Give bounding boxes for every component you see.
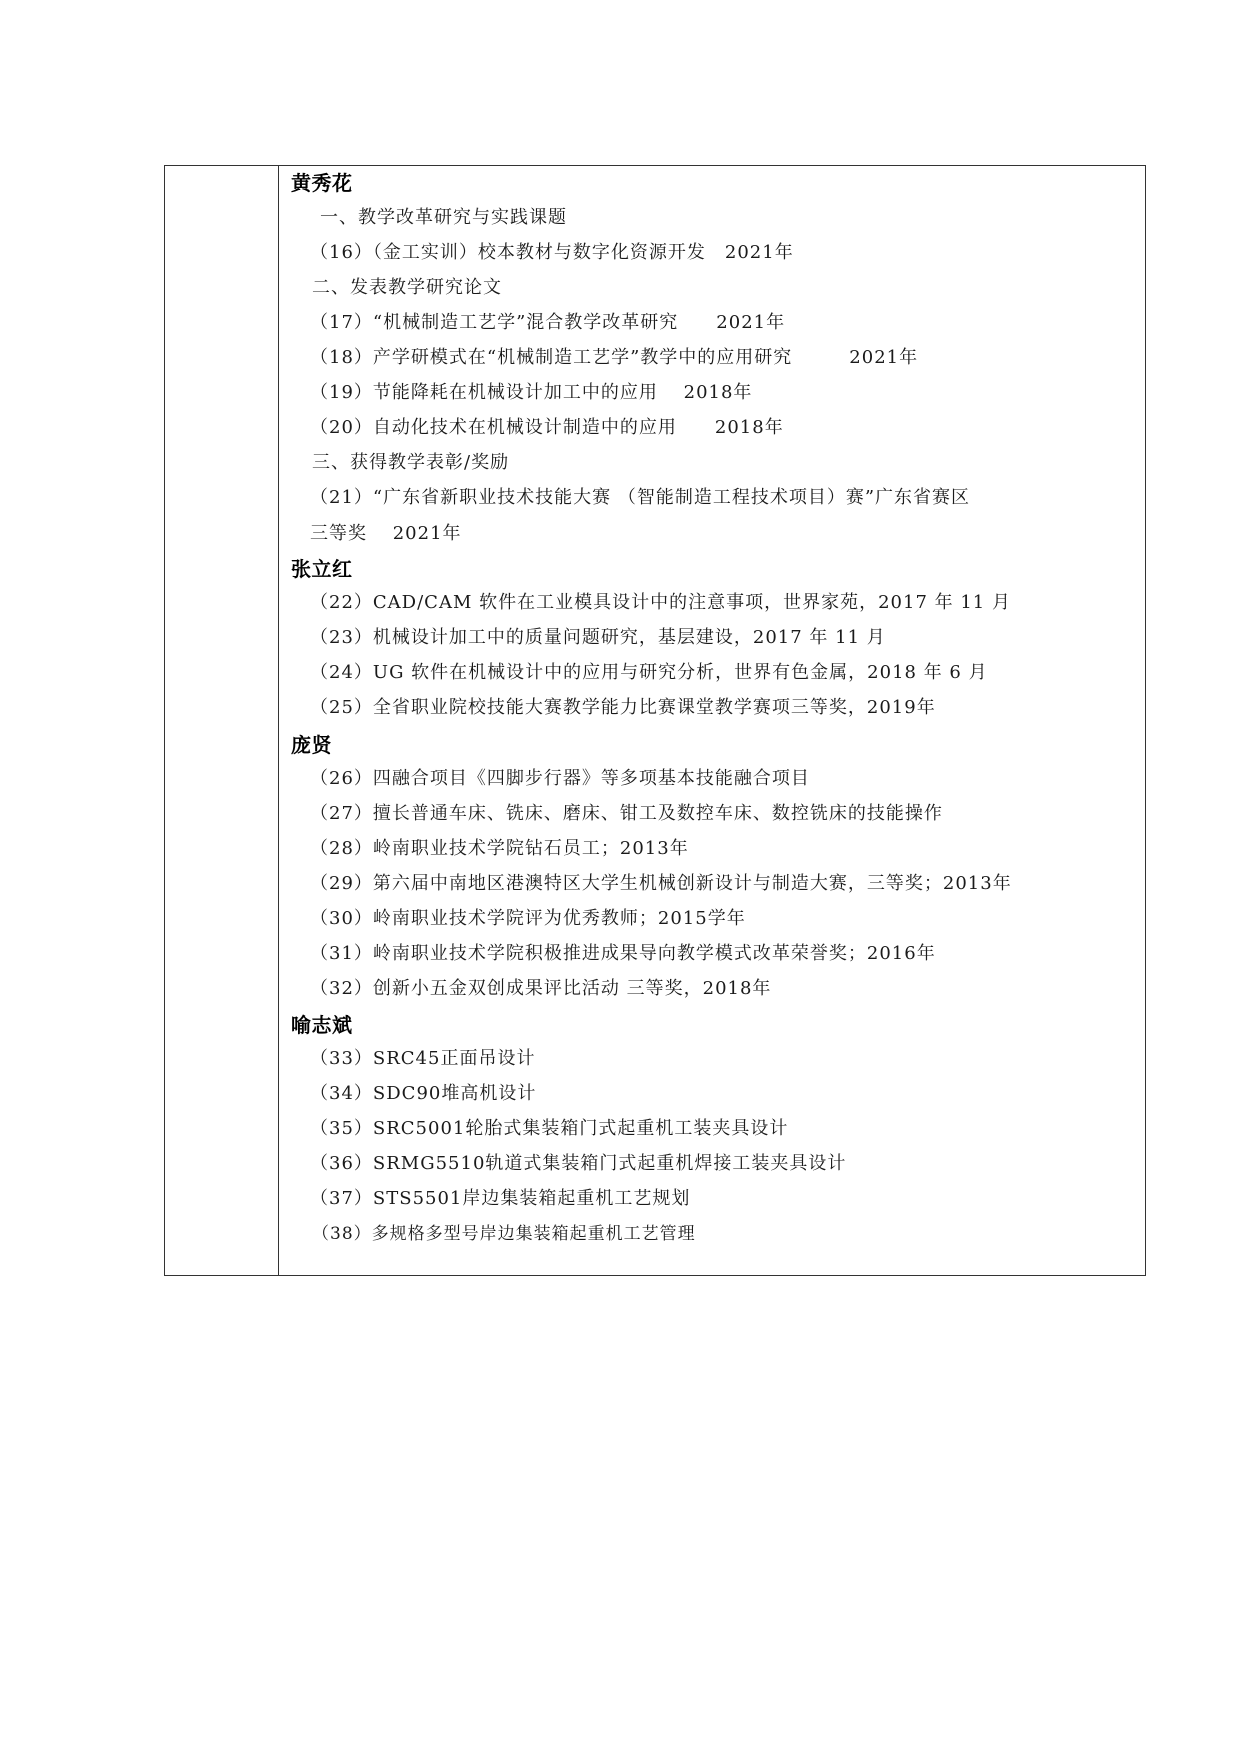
record-table [164, 165, 1146, 1276]
label-column-cell [165, 166, 279, 1275]
achievement-item-continuation: 三等奖 2021年 [310, 523, 462, 544]
person-name-yu-zhibin: 喻志斌 [291, 1013, 353, 1037]
category-heading: 二、发表教学研究论文 [312, 277, 502, 298]
achievement-item: （30）岭南职业技术学院评为优秀教师；2015学年 [310, 908, 746, 929]
achievement-item: （26）四融合项目《四脚步行器》等多项基本技能融合项目 [310, 768, 810, 789]
achievement-item: （27）擅长普通车床、铣床、磨床、钳工及数控车床、数控铣床的技能操作 [310, 803, 943, 824]
achievement-item: （17）“机械制造工艺学”混合教学改革研究 2021年 [310, 312, 786, 333]
achievement-item: （37）STS5501岸边集装箱起重机工艺规划 [310, 1188, 691, 1209]
achievement-item: （35）SRC5001轮胎式集装箱门式起重机工装夹具设计 [310, 1118, 789, 1139]
achievement-item: （29）第六届中南地区港澳特区大学生机械创新设计与制造大赛，三等奖；2013年 [310, 873, 1012, 894]
achievement-item: （36）SRMG5510轨道式集装箱门式起重机焊接工装夹具设计 [310, 1153, 847, 1174]
achievement-item: （34）SDC90堆高机设计 [310, 1083, 537, 1104]
achievement-item: （33）SRC45正面吊设计 [310, 1048, 536, 1069]
achievement-item: （28）岭南职业技术学院钻石员工；2013年 [310, 838, 689, 859]
achievement-item: （25）全省职业院校技能大赛教学能力比赛课堂教学赛项三等奖，2019年 [310, 697, 936, 718]
achievement-item: （22）CAD/CAM 软件在工业模具设计中的注意事项，世界家苑，2017 年 11 月 [310, 592, 1011, 613]
category-heading: 三、获得教学表彰/奖励 [312, 452, 510, 473]
achievement-item: （16）（金工实训）校本教材与数字化资源开发 2021年 [310, 242, 794, 263]
person-name-zhang-lihong: 张立红 [291, 557, 353, 581]
achievement-item: （24）UG 软件在机械设计中的应用与研究分析，世界有色金属，2018 年 6 月 [310, 662, 988, 683]
achievement-item: （21）“广东省新职业技术技能大赛 （智能制造工程技术项目）赛”广东省赛区 [310, 487, 971, 508]
achievement-item: （31）岭南职业技术学院积极推进成果导向教学模式改革荣誉奖；2016年 [310, 943, 936, 964]
achievement-item: （19）节能降耗在机械设计加工中的应用 2018年 [310, 382, 753, 403]
person-name-pang-xian: 庞贤 [291, 733, 332, 757]
achievement-item: （18）产学研模式在“机械制造工艺学”教学中的应用研究 2021年 [310, 347, 919, 368]
achievement-item: （38）多规格多型号岸边集装箱起重机工艺管理 [312, 1224, 696, 1244]
person-name-huang-xiuhua: 黄秀花 [291, 171, 353, 195]
category-heading: 一、教学改革研究与实践课题 [320, 207, 567, 228]
content-column-cell [279, 166, 1145, 1275]
achievement-item: （32）创新小五金双创成果评比活动 三等奖，2018年 [310, 978, 772, 999]
achievement-item: （20）自动化技术在机械设计制造中的应用 2018年 [310, 417, 784, 438]
achievement-item: （23）机械设计加工中的质量问题研究，基层建设，2017 年 11 月 [310, 627, 886, 648]
